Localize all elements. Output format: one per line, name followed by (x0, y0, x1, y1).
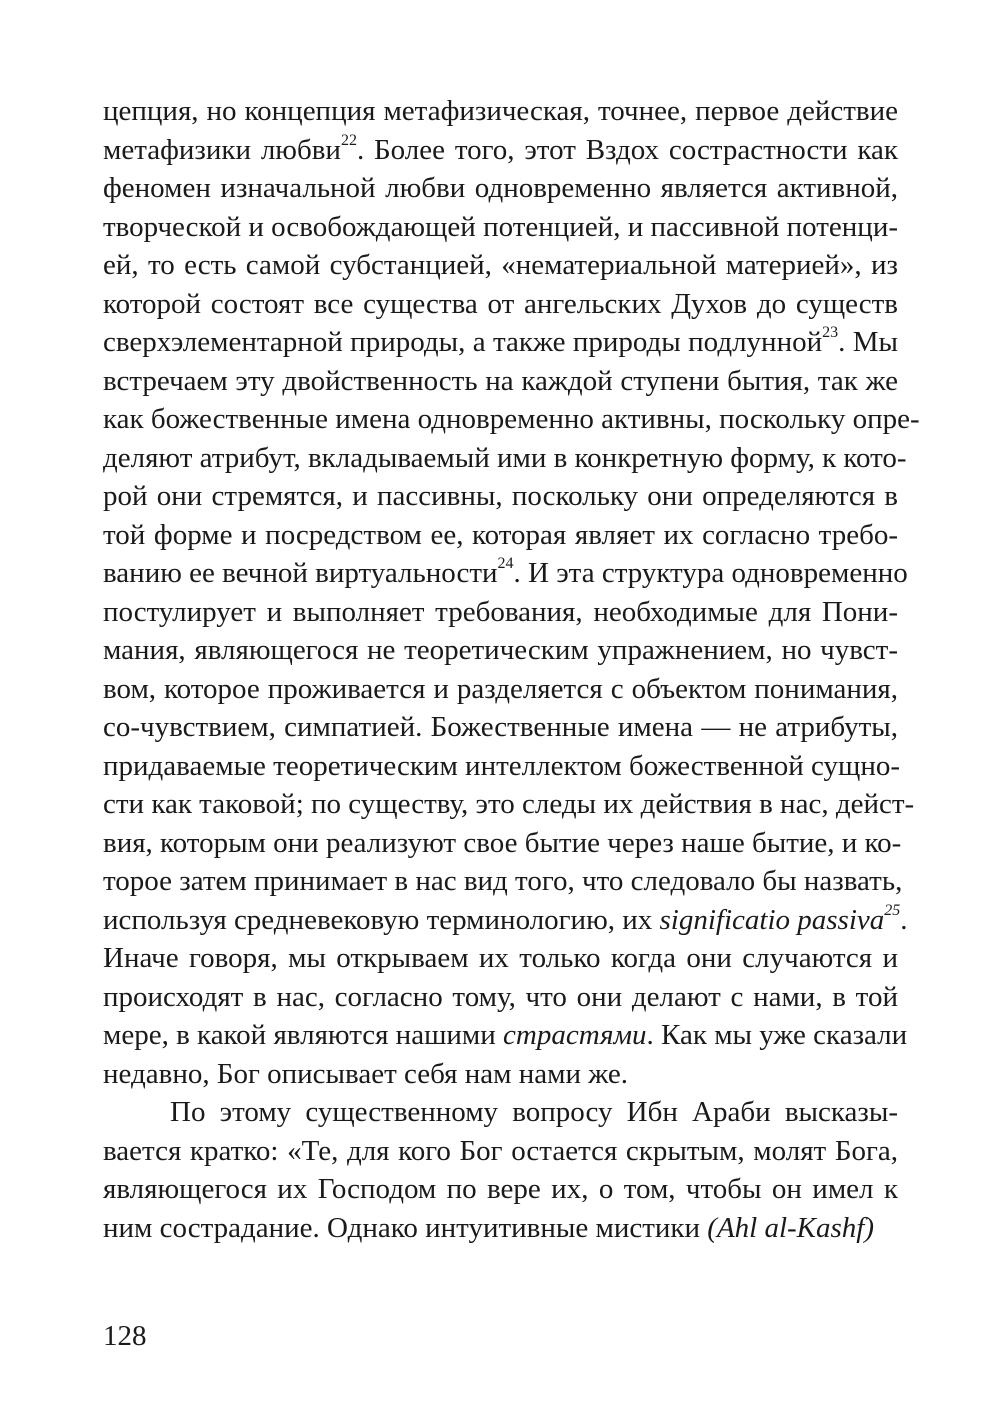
text-line (103, 1055, 898, 1094)
italic-text: significatio passiva (659, 903, 885, 936)
text-segment: ванию ее вечной виртуальности (103, 557, 498, 589)
footnote-ref: 23 (822, 324, 839, 342)
text-line (103, 747, 901, 786)
text-segment: со-чувствием, симпатией. Божественные имена — не атрибуты, (103, 711, 898, 743)
text-line (103, 1016, 908, 1055)
text-line (103, 208, 898, 247)
text-segment: . Как мы уже сказали (646, 1019, 908, 1051)
text-segment: мания, являющегося не теоретическим упражнением, но чувст- (103, 634, 898, 666)
text-line (103, 1209, 898, 1248)
text-line (103, 323, 898, 362)
text-segment: рой они стремятся, и пассивны, поскольку они определяются в (103, 480, 898, 512)
text-segment: . (900, 903, 908, 936)
text-segment: той форме и посредством ее, которая являет их согласно требо- (103, 518, 898, 551)
footnote-ref: 25 (884, 901, 901, 919)
page-number: 128 (103, 1320, 147, 1352)
text-line (103, 631, 898, 670)
text-segment: торое затем принимает в нас вид того, что следовало бы назвать, (103, 865, 903, 897)
text-segment: как божественные имена одновременно активны, поскольку опре- (103, 403, 920, 435)
text-line (103, 824, 902, 863)
text-segment: . И эта структура одновременно (513, 557, 908, 589)
text-segment: деляют атрибут, вкладываемый ими в конкретную форму, к кото- (103, 441, 907, 474)
text-line (103, 978, 898, 1017)
text-segment: метафизики любви (103, 133, 341, 166)
text-line (103, 92, 898, 131)
text-segment: . Мы (838, 326, 898, 358)
text-segment: придаваемые теоретическим интеллектом божественной сущно- (103, 749, 901, 782)
text-line (103, 246, 898, 285)
text-line (103, 939, 898, 978)
text-line (103, 862, 903, 901)
text-line (103, 516, 898, 555)
text-segment: феномен изначальной любви одновременно является активной, (103, 172, 898, 204)
text-segment: используя средневековую терминологию, их (103, 903, 660, 936)
text-segment: вается кратко: «Те, для кого Бог остается скрытым, молят Бога, (103, 1134, 898, 1167)
footnote-ref: 24 (497, 555, 514, 573)
text-segment: творческой и освобождающей потенцией, и пассивной потенци- (103, 210, 899, 243)
text-segment: сверхэлементарной природы, а также природы подлунной (103, 326, 823, 358)
text-line (103, 131, 898, 170)
text-line (103, 477, 898, 516)
text-segment: встречаем эту двойственность на каждой ступени бытия, так же (103, 364, 898, 397)
text-line (103, 285, 898, 324)
text-segment: вия, которым они реализуют свое бытие через наше бытие, и ко- (103, 826, 902, 859)
text-segment: вом, которое проживается и разделяется с объектом понимания, (103, 672, 898, 705)
text-line (103, 554, 908, 593)
text-segment: мере, в какой являются нашими (103, 1019, 504, 1051)
text-line (103, 901, 908, 940)
text-segment: ним сострадание. Однако интуитивные мистики (103, 1211, 708, 1244)
text-segment: Иначе говоря, мы открываем их только когда они случаются и (103, 942, 898, 974)
text-segment: происходят в нас, согласно тому, что они делают с нами, в той (103, 980, 898, 1013)
text-segment: постулирует и выполняет требования, необходимые для Пони- (103, 595, 898, 628)
text-line (103, 1132, 898, 1171)
text-line (103, 1093, 898, 1132)
text-line (103, 1170, 898, 1209)
italic-text: (Ahl al-Kashf) (707, 1211, 875, 1244)
text-line (103, 362, 898, 401)
italic-text: страстями (503, 1019, 647, 1051)
text-line (103, 670, 898, 709)
text-line (103, 169, 898, 208)
text-line (103, 708, 898, 747)
text-segment: сти как таковой; по существу, это следы их действия в нас, дейст- (103, 788, 915, 820)
body-text (103, 92, 920, 1247)
text-segment: являющегося их Господом по вере их, о том, чтобы он имел к (103, 1173, 898, 1205)
text-segment: ей, то есть самой субстанцией, «нематериальной материей», из (103, 249, 898, 281)
text-line (103, 785, 915, 824)
text-segment: цепция, но концепция метафизическая, точнее, первое действие (103, 95, 898, 127)
text-segment: По этому существенному вопросу Ибн Араби высказы- (170, 1096, 898, 1128)
text-segment: . Более того, этот Вздох сострастности как (356, 133, 898, 166)
text-line (103, 593, 898, 632)
text-line (103, 439, 907, 478)
text-line (103, 400, 920, 439)
text-segment: которой состоят все существа от ангельских Духов до существ (103, 287, 898, 320)
text-segment: недавно, Бог описывает себя нам нами же. (103, 1057, 629, 1090)
footnote-ref: 22 (340, 131, 357, 149)
